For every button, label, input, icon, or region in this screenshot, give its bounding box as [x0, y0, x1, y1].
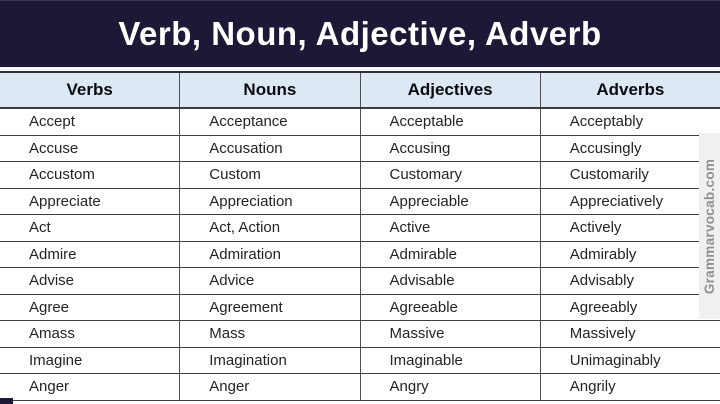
cell-adjective: Advisable [361, 268, 541, 294]
table-row [0, 189, 720, 216]
cell-noun: Custom [180, 162, 360, 188]
cell-adjective: Acceptable [361, 109, 541, 135]
cell-noun: Appreciation [180, 189, 360, 215]
cell-adjective: Customary [361, 162, 541, 188]
watermark-strip [699, 133, 720, 319]
cell-adjective: Appreciable [361, 189, 541, 215]
cell-adverb: Acceptably [569, 113, 644, 131]
cell-verb: Admire [0, 242, 180, 268]
table-body [0, 109, 720, 401]
cell-adverb: Agreeably [569, 298, 638, 316]
column-header-verbs: Verbs [0, 73, 180, 107]
bottom-left-corner-accent [0, 398, 13, 404]
cell-verb: Act [0, 215, 180, 241]
table-row [0, 295, 720, 322]
cell-adjective: Accusing [361, 136, 541, 162]
cell-verb: Anger [0, 374, 180, 400]
cell-noun: Imagination [180, 348, 360, 374]
cell-adjective: Massive [361, 321, 541, 347]
cell-adjective: Imaginable [361, 348, 541, 374]
cell-verb: Agree [0, 295, 180, 321]
table-row [0, 162, 720, 189]
cell-verb: Amass [0, 321, 180, 347]
table-row [0, 242, 720, 269]
page-title: Verb, Noun, Adjective, Adverb [118, 15, 602, 52]
cell-noun: Advice [180, 268, 360, 294]
column-header-adjectives: Adjectives [361, 73, 541, 107]
cell-adverb: Accusingly [569, 139, 642, 157]
cell-noun: Anger [180, 374, 360, 400]
cell-noun: Acceptance [180, 109, 360, 135]
cell-verb: Accept [0, 109, 180, 135]
cell-noun: Accusation [180, 136, 360, 162]
column-header-nouns: Nouns [180, 73, 360, 107]
cell-adverb: Customarily [569, 166, 649, 184]
table-row [0, 215, 720, 242]
table-row [0, 348, 720, 375]
cell-noun: Act, Action [180, 215, 360, 241]
table-row [0, 136, 720, 163]
cell-verb: Imagine [0, 348, 180, 374]
word-forms-table [0, 71, 720, 401]
cell-verb: Advise [0, 268, 180, 294]
watermark-text: Grammarvocab.com [702, 158, 718, 294]
cell-adverb: Massively [569, 325, 636, 343]
table-row [0, 374, 720, 401]
table-row [0, 268, 720, 295]
cell-adjective: Angry [361, 374, 541, 400]
title-band [0, 0, 720, 71]
cell-adjective: Admirable [361, 242, 541, 268]
cell-adverb: Admirably [569, 245, 637, 263]
cell-adverb: Angrily [569, 378, 616, 396]
cell-noun: Mass [180, 321, 360, 347]
cell-noun: Agreement [180, 295, 360, 321]
cell-adverb: Appreciatively [569, 192, 664, 210]
column-header-adverbs: Adverbs [596, 80, 665, 99]
cell-adverb: Unimaginably [569, 351, 661, 369]
cell-verb: Accustom [0, 162, 180, 188]
cell-adjective: Agreeable [361, 295, 541, 321]
table-row [0, 109, 720, 136]
cell-adverb: Actively [569, 219, 622, 237]
cell-adverb: Advisably [569, 272, 634, 290]
cell-noun: Admiration [180, 242, 360, 268]
table-header-row [0, 71, 720, 109]
cell-adjective: Active [361, 215, 541, 241]
cell-verb: Appreciate [0, 189, 180, 215]
cell-verb: Accuse [0, 136, 180, 162]
table-row [0, 321, 720, 348]
